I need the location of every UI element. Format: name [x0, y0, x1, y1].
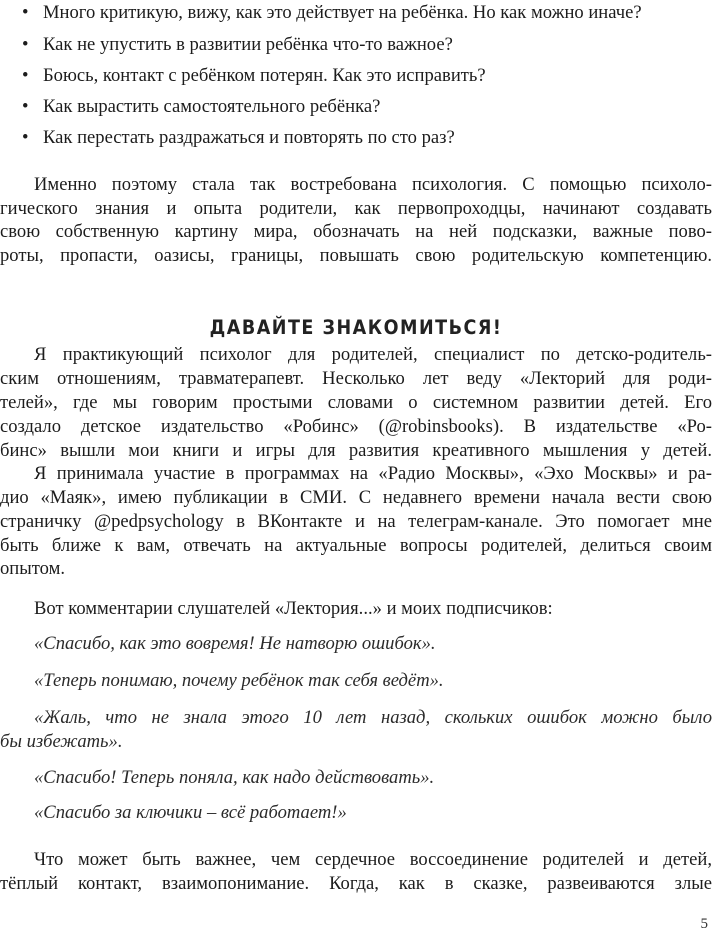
bullet-marker: • — [22, 2, 29, 23]
section-heading: ДАВАЙТЕ ЗНАКОМИТЬСЯ! — [209, 316, 503, 340]
comment-quote: «Спасибо! Теперь поняла, как надо действовать». — [34, 767, 435, 788]
bullet-marker: • — [22, 65, 29, 86]
comment-quote: «Теперь понимаю, почему ребёнок так себя ведёт». — [34, 670, 444, 691]
page-number: 5 — [700, 916, 708, 932]
bullet-marker: • — [22, 96, 29, 117]
book-page: • Много критикую, вижу, как это действует на ребёнка. Но как можно иначе? • Как не упустить в развитии ребёнка что-то важное? • Боюсь, контакт с ребёнком потерян. Как это исправить? • Как вырастить самостоятельного ребёнка? • Как перестать раздражаться и повторять по сто раз? Именно поэтому стала так востребована психология. С помощью психоло- гического знания и опыта родители, как первопроходцы, начинают создавать свою собственную картину мира, обозначать на ней подсказки, важные пово- роты, пропасти, оазисы, границы, повышать свою родительскую компетенцию. ДАВАЙТЕ ЗНАКОМИТЬСЯ! Я практикующий психолог для родителей, специалист по детско-родитель- ским отношениям, травматерапевт. Несколько лет веду «Лекторий для роди- телей», где мы говорим простыми словами о системном развитии детей. Его создало детское издательство «Робинс» (@robinsbooks). В издательстве «Ро- бинс» вышли мои книги и игры для развития креативного мышления у детей. Я принимала участие в программах на «Радио Москвы», «Эхо Москвы» и ра- дио «Маяк», имею публикации в СМИ. С недавнего времени начала вести свою страничку @pedpsychology в ВКонтакте и на телеграм-канале. Это помогает мне быть ближе к вам, отвечать на актуальные вопросы родителей, делиться своим опытом. Вот комментарии слушателей «Лектория...» и моих подписчиков: «Спасибо, как это вовремя! Не натворю ошибок». «Теперь понимаю, почему ребёнок так себя ведёт». «Жаль, что не знала этого 10 лет назад, скольких ошибок можно было бы избежать». «Спасибо! Теперь поняла, как надо действовать». «Спасибо за ключики – всё работает!» Что может быть важнее, чем сердечное воссоединение родителей и детей, тёплый контакт, взаимопонимание. Когда, как в сказке, развеиваются злые 5 — [0, 2, 712, 932]
bullet-marker: • — [22, 34, 29, 55]
bullet-marker: • — [22, 127, 29, 148]
comment-quote: «Спасибо за ключики – всё работает!» — [34, 802, 347, 823]
comment-quote-continued: бы избежать». — [0, 731, 123, 752]
comment-quote: «Спасибо, как это вовремя! Не натворю ошибок». — [34, 633, 436, 654]
comments-intro: Вот комментарии слушателей «Лектория...» и моих подписчиков: — [34, 598, 553, 619]
comment-quote: «Жаль, что не знала этого 10 лет назад, скольких ошибок можно было — [34, 707, 712, 728]
